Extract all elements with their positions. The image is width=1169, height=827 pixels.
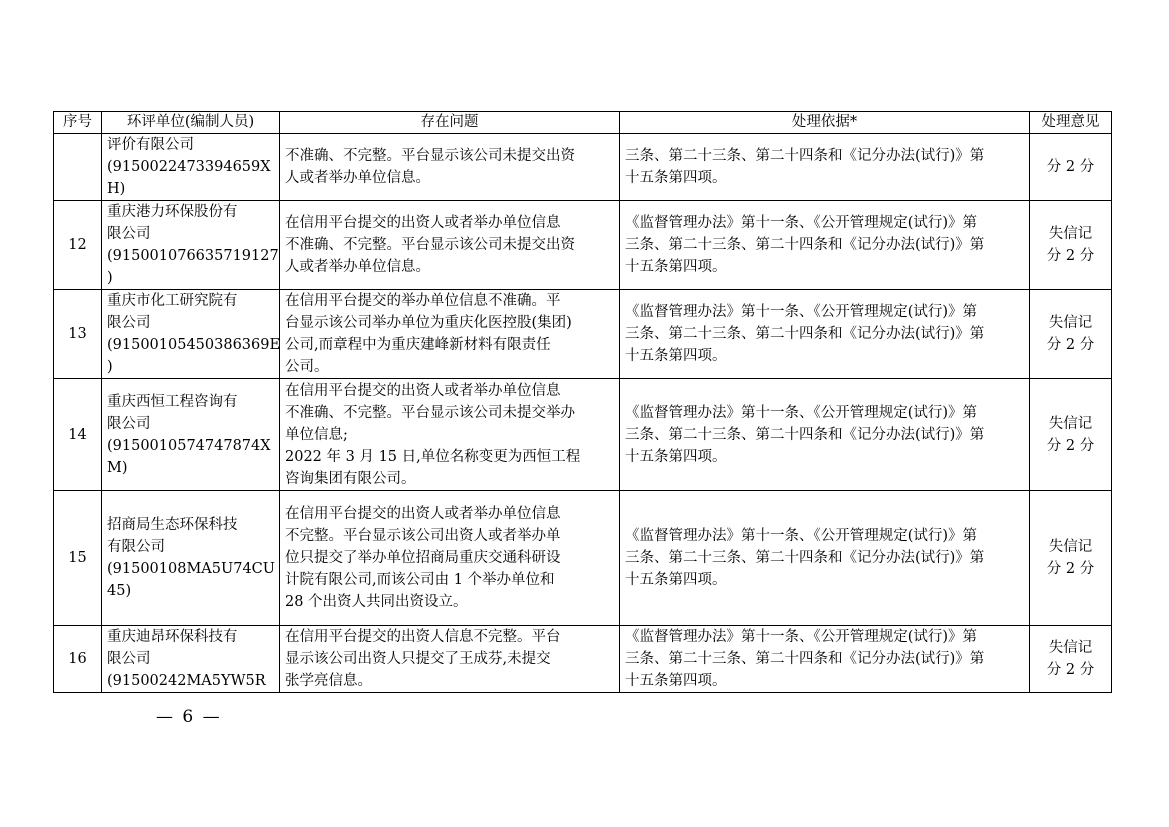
cell-line: 不完整。平台显示该公司出资人或者举办单 <box>285 528 561 544</box>
cell-line: 《监督管理办法》第十一条、《公开管理规定(试行)》第 <box>625 528 978 544</box>
cell-line: 在信用平台提交的出资人或者举办单位信息 <box>285 382 561 399</box>
cell-line: 2022 年 3 月 15 日,单位名称变更为西恒工程 <box>285 448 581 465</box>
eia-unit-cell <box>102 491 280 626</box>
violation-table <box>53 111 1112 693</box>
cell-line: 不准确、不完整。平台显示该公司未提交出资 <box>285 237 575 253</box>
cell-line: 28 个出资人共同出资设立。 <box>285 594 468 610</box>
cell-line: 在信用平台提交的出资人或者举办单位信息 <box>285 215 561 231</box>
cell-line: 不准确、不完整。平台显示该公司未提交出资 <box>285 148 575 164</box>
serial-number-cell <box>54 134 102 201</box>
cell-line: 位只提交了举办单位招商局重庆交通科研设 <box>285 550 561 566</box>
eia-unit-cell <box>102 290 280 379</box>
cell-line: 限公司 <box>107 651 151 667</box>
cell-line: (915001076635719127 <box>107 248 279 264</box>
eia-unit-cell <box>102 134 280 201</box>
cell-line: 十五条第四项。 <box>625 448 727 465</box>
cell-line: 限公司 <box>107 315 151 331</box>
cell-line: (91500105450386369E <box>107 337 281 353</box>
cell-line: 失信记 <box>1048 226 1093 242</box>
cell-line: 评价有限公司 <box>107 137 194 153</box>
cell-line: 十五条第四项。 <box>625 348 727 364</box>
cell-line: 张学亮信息。 <box>285 673 372 689</box>
cell-line: (91500108MA5U74CU <box>107 561 275 577</box>
basis-cell <box>620 626 1030 693</box>
eia-unit-cell <box>102 379 280 491</box>
serial-number-cell: 14 <box>54 379 102 491</box>
serial-number-cell: 16 <box>54 626 102 693</box>
serial-number-cell: 15 <box>54 491 102 626</box>
table-row <box>54 134 1112 201</box>
cell-line: 《监督管理办法》第十一条、《公开管理规定(试行)》第 <box>625 215 978 231</box>
cell-line: 三条、第二十三条、第二十四条和《记分办法(试行)》第 <box>625 237 985 253</box>
page-number: — 6 — <box>156 707 222 727</box>
issue-cell <box>280 626 620 693</box>
issue-cell <box>280 379 620 491</box>
cell-line: 重庆迪昂环保科技有 <box>107 629 238 645</box>
cell-line: 重庆港力环保股份有 <box>107 204 238 220</box>
opinion-cell <box>1030 201 1112 290</box>
opinion-cell <box>1030 626 1112 693</box>
table-row <box>54 626 1112 693</box>
cell-line: 十五条第四项。 <box>625 572 727 588</box>
cell-line: 《监督管理办法》第十一条、《公开管理规定(试行)》第 <box>625 404 978 421</box>
cell-line: 失信记 <box>1048 315 1093 331</box>
cell-line: 分 2 分 <box>1046 561 1095 577</box>
cell-line: 台显示该公司举办单位为重庆化医控股(集团) <box>285 315 572 331</box>
table-header-row <box>54 112 1112 134</box>
opinion-cell <box>1030 379 1112 491</box>
cell-line: 在信用平台提交的举办单位信息不准确。平 <box>285 293 561 309</box>
cell-line: 人或者举办单位信息。 <box>285 170 430 186</box>
cell-line: 显示该公司出资人只提交了王成芬,未提交 <box>285 651 551 667</box>
cell-line: 三条、第二十三条、第二十四条和《记分办法(试行)》第 <box>625 651 985 667</box>
cell-line: 失信记 <box>1048 415 1093 432</box>
cell-line: (91500242MA5YW5R <box>107 673 266 689</box>
table-row <box>54 491 1112 626</box>
basis-cell <box>620 379 1030 491</box>
opinion-cell <box>1030 290 1112 379</box>
cell-line: 重庆西恒工程咨询有 <box>107 393 238 410</box>
cell-line: 重庆市化工研究院有 <box>107 293 238 309</box>
cell-line: 失信记 <box>1048 539 1093 555</box>
header-opinion: 处理意见 <box>1030 112 1112 134</box>
header-serial-number: 序号 <box>54 112 102 134</box>
header-issue: 存在问题 <box>280 112 620 134</box>
eia-unit-cell <box>102 626 280 693</box>
cell-line: 招商局生态环保科技 <box>107 517 238 533</box>
cell-line: 十五条第四项。 <box>625 259 727 275</box>
cell-line: 分 2 分 <box>1046 159 1095 175</box>
cell-line: 限公司 <box>107 415 151 432</box>
cell-line: ) <box>107 270 113 286</box>
cell-line: 45) <box>107 583 132 599</box>
cell-line: 《监督管理办法》第十一条、《公开管理规定(试行)》第 <box>625 629 978 645</box>
issue-cell <box>280 134 620 201</box>
cell-line: (915002247339465​9X <box>107 159 271 175</box>
cell-line: 在信用平台提交的出资人信息不完整。平台 <box>285 629 561 645</box>
issue-cell <box>280 201 620 290</box>
cell-line: H) <box>107 181 126 197</box>
table-row <box>54 379 1112 491</box>
cell-line: 十五条第四项。 <box>625 170 727 186</box>
cell-line: 三条、第二十三条、第二十四条和《记分办法(试行)》第 <box>625 550 985 566</box>
header-eia-unit: 环评单位(编制人员) <box>102 112 280 134</box>
basis-cell <box>620 491 1030 626</box>
serial-number-cell: 13 <box>54 290 102 379</box>
table-row <box>54 201 1112 290</box>
cell-line: 在信用平台提交的出资人或者举办单位信息 <box>285 506 561 522</box>
cell-line: 限公司 <box>107 226 151 242</box>
header-basis: 处理依据* <box>620 112 1030 134</box>
cell-line: 三条、第二十三条、第二十四条和《记分办法(试行)》第 <box>625 426 985 443</box>
issue-cell <box>280 290 620 379</box>
cell-line: 十五条第四项。 <box>625 673 727 689</box>
cell-line: 《监督管理办法》第十一条、《公开管理规定(试行)》第 <box>625 304 978 320</box>
issue-cell <box>280 491 620 626</box>
cell-line: 分 2 分 <box>1046 437 1095 454</box>
serial-number-cell: 12 <box>54 201 102 290</box>
basis-cell <box>620 201 1030 290</box>
cell-line: 公司,而章程中为重庆建峰新材料有限责任 <box>285 337 551 353</box>
opinion-cell <box>1030 491 1112 626</box>
eia-unit-cell <box>102 201 280 290</box>
cell-line: 分 2 分 <box>1046 248 1095 264</box>
basis-cell <box>620 134 1030 201</box>
cell-line: 人或者举办单位信息。 <box>285 259 430 275</box>
cell-line: 单位信息; <box>285 426 348 443</box>
cell-line: 分 2 分 <box>1046 662 1095 678</box>
cell-line: 有限公司 <box>107 539 165 555</box>
table-row <box>54 290 1112 379</box>
cell-line: 计院有限公司,而该公司由 1 个举办单位和 <box>285 572 555 588</box>
cell-line: 失信记 <box>1048 640 1093 656</box>
cell-line: 三条、第二十三条、第二十四条和《记分办法(试行)》第 <box>625 148 985 164</box>
cell-line: ) <box>107 359 113 375</box>
cell-line: M) <box>107 459 128 476</box>
cell-line: 不准确、不完整。平台显示该公司未提交举办 <box>285 404 575 421</box>
cell-line: 三条、第二十三条、第二十四条和《记分办法(试行)》第 <box>625 326 985 342</box>
opinion-cell <box>1030 134 1112 201</box>
cell-line: 公司。 <box>285 359 329 375</box>
table-body <box>54 134 1112 693</box>
cell-line: 咨询集团有限公司。 <box>285 470 416 487</box>
cell-line: 分 2 分 <box>1046 337 1095 353</box>
cell-line: (915001057474787​4X <box>107 437 271 454</box>
basis-cell <box>620 290 1030 379</box>
